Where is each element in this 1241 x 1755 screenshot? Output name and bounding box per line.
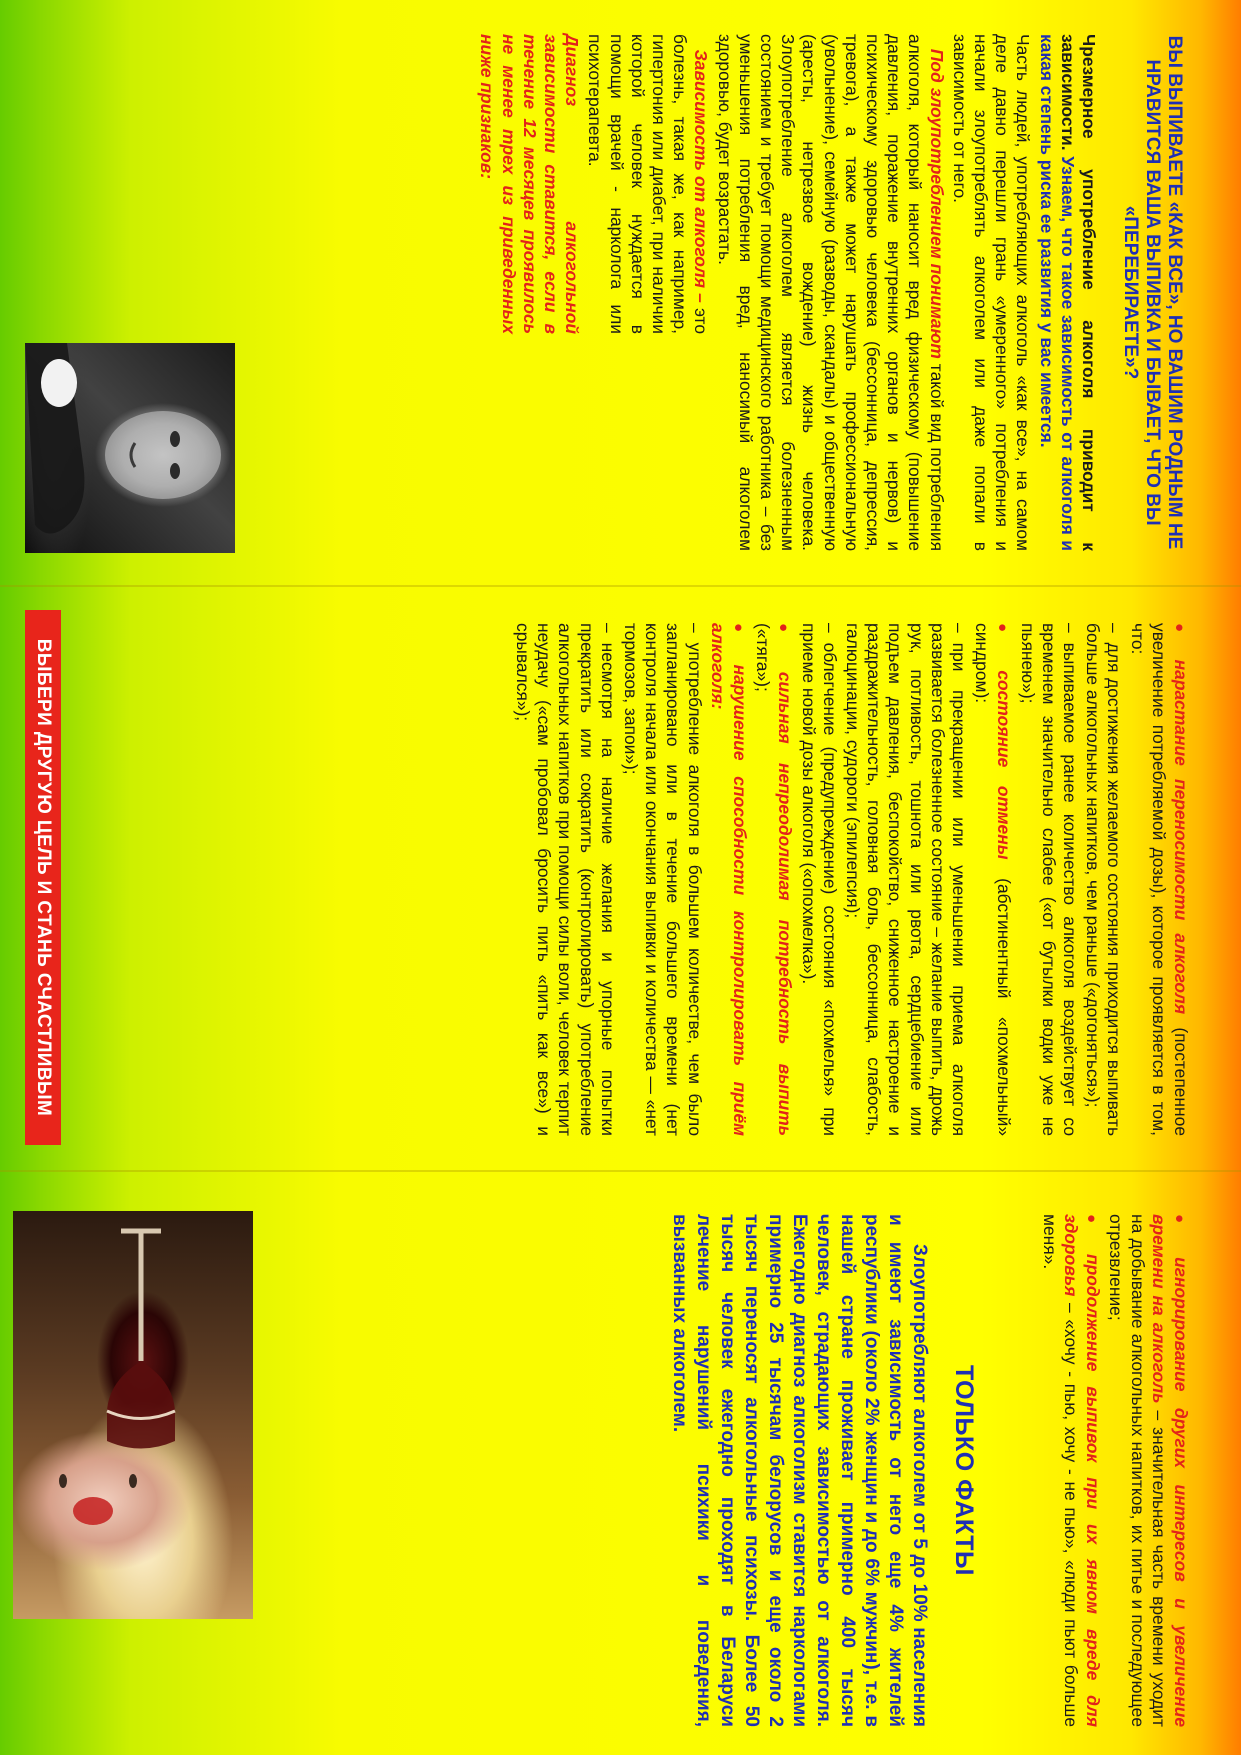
intro-blue-text: Узнаем, что такое зависимость от алкоголя и какая степень риска ее развития у вас имеется. — [1036, 34, 1078, 551]
tolerance-item-1: – для достижения желаемого состояния приходится выпивать больше алкогольных напитков, чем раньше («догоняться»); — [1082, 623, 1124, 1136]
diagnosis-paragraph: Диагноз алкогольной зависимости ставится, если в течение 12 месяцев проявилось не менее трех из приведенных ниже признаков: — [477, 34, 583, 334]
paragraph-dependence — [584, 34, 711, 334]
loss-of-control-item-1: – употребление алкоголя в большем количестве, чем было запланировано или в течение большего времени (нет контроля начала или окончания выпивки и количества — «нет тормозов, запои»); — [620, 623, 705, 1136]
abuse-lead: Под злоупотреблением понимают — [926, 48, 947, 359]
tolerance-text: (постепенное увеличение потребляемой дозы), которое проявляется в том, что: — [1127, 623, 1191, 1136]
facts-text: Злоупотребляют алкоголем от 5 до 10% населения и имеют зависимость от него еще 4% жителей республики (около 2% женщин и до 6% мужчин), т.е. в нашей стране проживает примерно 400 тысяч человек, страдающих зависимостью от алкоголя. Ежегодно диагноз алкоголизм ставится наркологами примерно 25 тысячам белорусов и еще около 2 тысяч переносят алкогольные психозы. Более 50 тысяч человек ежегодно проходят в Беларуси лечение нарушений психики и поведения, вызванных алкоголем. — [668, 1214, 930, 1727]
dependence-lead: Зависимость от алкоголя – — [691, 49, 712, 303]
panel-intro — [0, 0, 1241, 585]
withdrawal-item-2: – облегчение (предупреждение) состояния «похмелья» при приеме новой дозы алкоголя («опохмелка»). — [797, 623, 839, 1136]
paragraph-users: Часть людей, употребляющих алкоголь «как все», на самом деле давно перешли грань «умеренного» потребления и начали злоупотреблять алкоголем или даже попали в зависимость от него. — [949, 34, 1034, 551]
facts-title: ТОЛЬКО ФАКТЫ — [949, 1364, 978, 1577]
sign-neglect-interests — [1105, 1214, 1191, 1727]
craving-text: («тяга»); — [753, 623, 774, 692]
sign-craving — [752, 623, 795, 1136]
tolerance-item-2: – выпиваемое ранее количество алкоголя воздействует со временем значительно слабее («от бутылки водки уже не пьянею»); — [1016, 623, 1080, 1136]
craving-lead: сильная непреодолимая потребность выпить — [775, 671, 796, 1136]
intro-title: ВЫ ВЫПИВАЕТЕ «КАК ВСЕ», НО ВАШИМ РОДНЫМ НЕ НРАВИТСЯ ВАША ВЫПИВКА И БЫВАЕТ, ЧТО ВЫ «ПЕРЕБИРАЕТЕ»? — [1120, 35, 1185, 550]
abuse-text: такой вид потребления алкоголя, который наносит вред физическому (повышение давления, поражение внутренних органов и нервов) и психическому здоровью человека (бессонница, депрессия, тревога), а также может нарушать профессиональную (увольнение), семейную (разводы, скандалы) и общественную (аресты, нетрезвое вождение) жизнь человека. Злоупотребление алкоголем является болезненным состоянием и требует помощи медицинского работника – без уменьшения потребления вред, наносимый алкоголем здоровью, будет возрастать. — [714, 34, 947, 551]
continued-use-lead: продолжение выпивок при их явном вреде для здоровья — [1060, 1214, 1104, 1727]
panel-facts — [0, 1170, 1241, 1755]
withdrawal-item-1: – при прекращении или уменьшении приема алкоголя развивается болезненное состояние – желание выпить, дрожь рук, потливость, тошнота или рвота, сердцебиение или подъем давления, беспокойство, сниженное настроение и раздражительность, головная боль, бессонница, слабость, галюцинации, судороги (эпилепсия); — [842, 623, 969, 1136]
loss-of-control-lead: нарушение способности контролировать приём алкоголя: — [707, 623, 750, 1136]
loss-of-control-item-2: – несмотря на наличие желания и упорные попытки прекратить или сократить (контролировать) употребление алкогольных напитков при помощи силы воли, человек терпит неудачу («сам пробовал бросить пить «пить как все») и срывался»); — [512, 623, 618, 1136]
intro-paragraph — [1035, 34, 1099, 551]
photo-woman-with-bottle — [25, 343, 235, 553]
continued-use-text: – «хочу - пью, хочу - не пью», «люди пьют больше меня». — [1039, 1214, 1081, 1727]
withdrawal-lead: состояние отмены — [994, 670, 1015, 860]
sign-tolerance — [1126, 623, 1191, 1136]
paragraph-abuse-definition — [713, 34, 946, 551]
dependence-text: это болезнь, такая же, как например, гипертония или диабет, при наличии которой человек нуждается в помощи врачей - нарколога или психотерапевта. — [585, 34, 712, 334]
sign-loss-of-control — [707, 623, 750, 1136]
motivation-banner: ВЫБЕРИ ДРУГУЮ ЦЕЛЬ И СТАНЬ СЧАСТЛИВЫМ — [25, 610, 61, 1145]
intro-bold-text: Чрезмерное употребление алкоголя приводит к зависимости. — [1057, 34, 1099, 551]
neglect-lead: игнорирование других интересов и увеличение времени на алкоголь — [1148, 1214, 1191, 1728]
neglect-text: – значительная часть времени уходит на добывание алкогольных напитков, их питье и последующее отрезвление; — [1106, 1214, 1169, 1727]
withdrawal-text: (абстинентный «похмельный» синдром): — [972, 623, 1015, 1136]
panel-signs — [0, 585, 1241, 1170]
tolerance-lead: нарастание переносимости алкоголя — [1171, 659, 1191, 1015]
photo-woman-with-wine-glass — [13, 1211, 253, 1619]
sign-continued-use — [1039, 1214, 1104, 1727]
sign-withdrawal — [971, 623, 1014, 1136]
